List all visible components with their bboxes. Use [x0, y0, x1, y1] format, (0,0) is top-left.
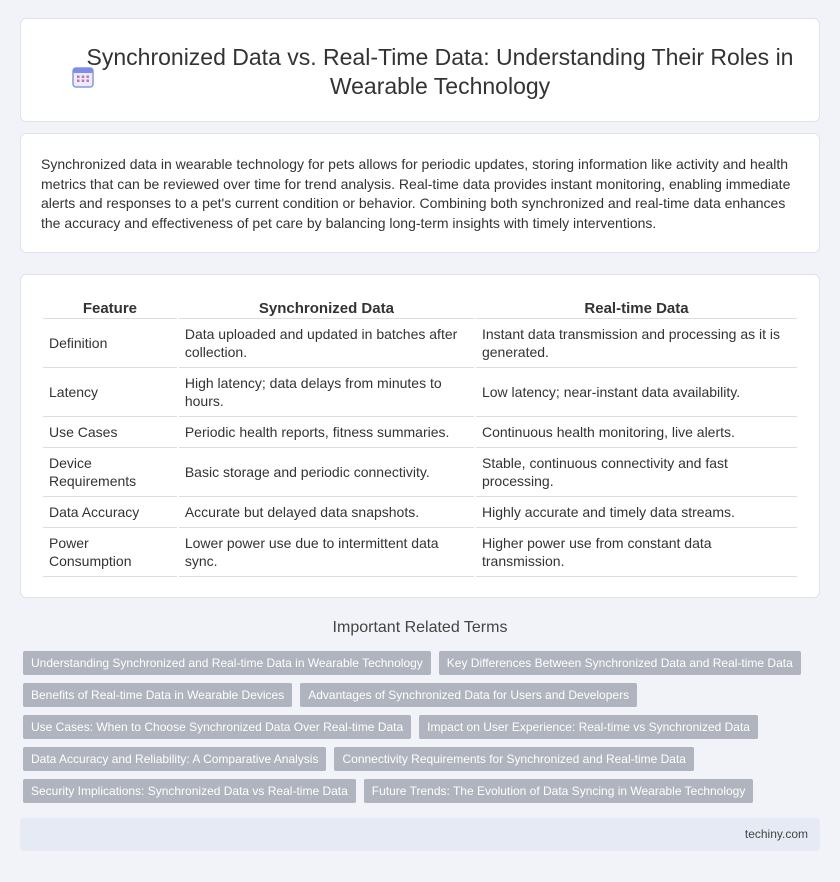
table-cell: Latency: [43, 368, 177, 417]
table-cell: Power Consumption: [43, 528, 177, 577]
table-row: [43, 528, 797, 577]
page-title: Synchronized Data vs. Real-Time Data: Understanding Their Roles in Wearable Technology: [86, 44, 794, 99]
table-cell: Accurate but delayed data snapshots.: [179, 497, 474, 528]
table-cell: Basic storage and periodic connectivity.: [179, 448, 474, 497]
table-cell: Device Requirements: [43, 448, 177, 497]
table-cell: Continuous health monitoring, live alerts.: [476, 417, 797, 448]
comparison-table: [41, 295, 799, 577]
related-term-tag[interactable]: Advantages of Synchronized Data for Users and Developers: [300, 683, 637, 707]
related-term-tag[interactable]: Data Accuracy and Reliability: A Comparative Analysis: [23, 747, 326, 771]
table-row: [43, 448, 797, 497]
table-cell: Higher power use from constant data transmission.: [476, 528, 797, 577]
table-cell: High latency; data delays from minutes to hours.: [179, 368, 474, 417]
related-term-tag[interactable]: Future Trends: The Evolution of Data Syncing in Wearable Technology: [364, 779, 754, 803]
table-cell: Highly accurate and timely data streams.: [476, 497, 797, 528]
intro-paragraph: Synchronized data in wearable technology for pets allows for periodic updates, storing information like activity and health metrics that can be reviewed over time for trend analysis. Real-time data provides instant monitoring, enabling immediate alerts and responses to a pet's current condition or behavior. Combining both synchronized and real-time data enhances the accuracy and effectiveness of pet care by balancing long-term insights with timely interventions.: [41, 156, 791, 231]
table-cell: Stable, continuous connectivity and fast processing.: [476, 448, 797, 497]
table-cell: Definition: [43, 319, 177, 368]
related-term-tag[interactable]: Benefits of Real-time Data in Wearable Devices: [23, 683, 292, 707]
related-term-tag[interactable]: Security Implications: Synchronized Data vs Real-time Data: [23, 779, 356, 803]
table-cell: Low latency; near-instant data availability.: [476, 368, 797, 417]
table-row: [43, 497, 797, 528]
header-realtime: Real-time Data: [476, 295, 797, 319]
related-term-tag[interactable]: Key Differences Between Synchronized Data and Real-time Data: [439, 651, 801, 675]
related-term-tag[interactable]: Understanding Synchronized and Real-time Data in Wearable Technology: [23, 651, 431, 675]
table-row: [43, 417, 797, 448]
header-feature: Feature: [43, 295, 177, 319]
title-card: [20, 18, 820, 122]
related-terms-title: Important Related Terms: [332, 619, 508, 636]
related-terms-list: [23, 651, 823, 811]
table-cell: Instant data transmission and processing as it is generated.: [476, 319, 797, 368]
table-cell: Periodic health reports, fitness summaries.: [179, 417, 474, 448]
footer-site-link[interactable]: techiny.com: [744, 827, 808, 841]
table-cell: Data uploaded and updated in batches after collection.: [179, 319, 474, 368]
table-cell: Data Accuracy: [43, 497, 177, 528]
header-synchronized: Synchronized Data: [179, 295, 474, 319]
table-cell: Use Cases: [43, 417, 177, 448]
table-cell: Lower power use due to intermittent data sync.: [179, 528, 474, 577]
related-term-tag[interactable]: Use Cases: When to Choose Synchronized Data Over Real-time Data: [23, 715, 411, 739]
table-header-row: [43, 295, 797, 319]
related-term-tag[interactable]: Connectivity Requirements for Synchronized and Real-time Data: [334, 747, 694, 771]
table-row: [43, 368, 797, 417]
comparison-card: [20, 274, 820, 598]
related-term-tag[interactable]: Impact on User Experience: Real-time vs Synchronized Data: [419, 715, 758, 739]
footer: [20, 818, 820, 851]
intro-card: [20, 133, 820, 253]
table-row: [43, 319, 797, 368]
